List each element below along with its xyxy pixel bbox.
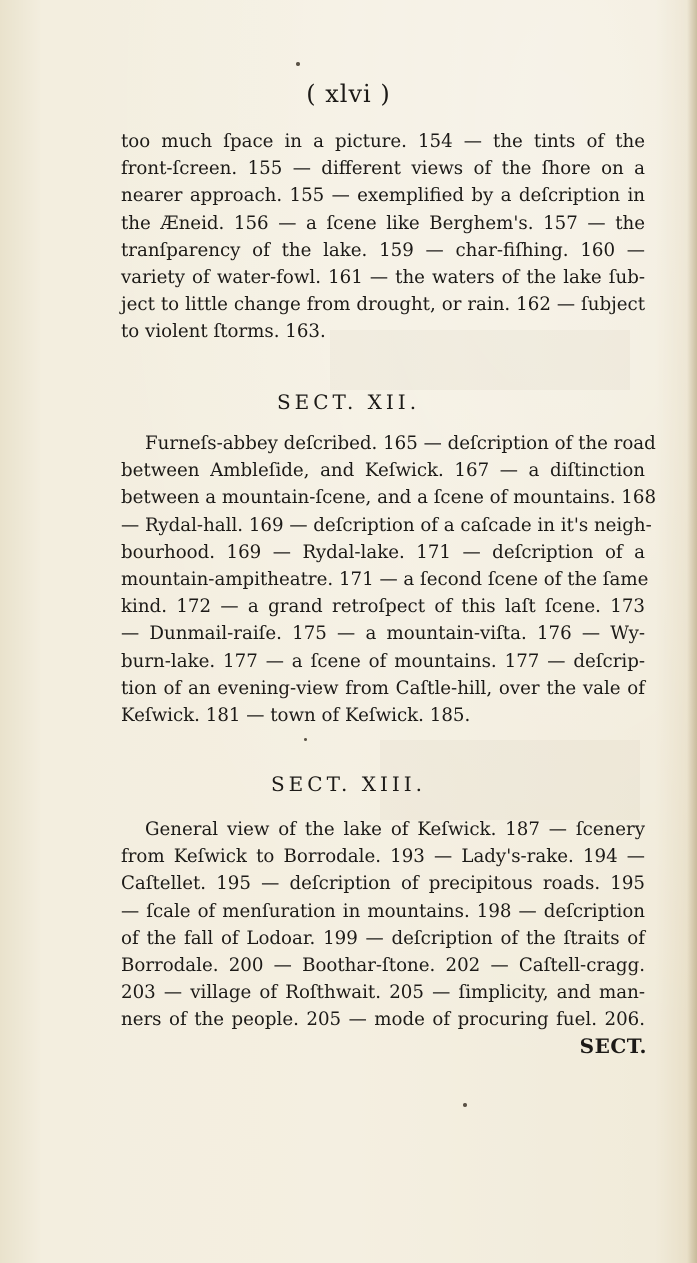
text-line: tranſparency of the lake. 159 — char-fiſhing. 160 — xyxy=(121,239,645,261)
text-line: 203 — village of Roſthwait. 205 — ſimplicity, and man- xyxy=(121,982,645,1004)
text-line: tion of an evening-view from Caſtle-hill, over the vale of xyxy=(121,677,645,699)
text-line: mountain-ampitheatre. 171 — a ſecond ſcene of the ſame xyxy=(121,569,649,591)
page-edge-shadow xyxy=(687,0,697,1263)
text-line: General view of the lake of Keſwick. 187 — ſcenery xyxy=(145,819,645,840)
section-heading-xii: SECT. XII. xyxy=(276,390,421,414)
text-line: — ſcale of menſuration in mountains. 198 — deſcription xyxy=(121,900,645,922)
ink-speck xyxy=(296,62,300,66)
section-heading-xiii: SECT. XIII. xyxy=(270,772,426,796)
ink-speck xyxy=(304,738,307,741)
text-line: between a mountain-ſcene, and a ſcene of mountains. 168 xyxy=(121,487,657,509)
text-line: Borrodale. 200 — Boothar-ſtone. 202 — Caſtell-cragg. xyxy=(121,955,645,977)
text-line: between Ambleſide, and Keſwick. 167 — a diſtinction xyxy=(121,460,645,482)
paragraph-section-xiii xyxy=(121,816,645,1034)
text-line: — Dunmail-raiſe. 175 — a mountain-viſta. 176 — Wy- xyxy=(121,623,645,645)
text-line: burn-lake. 177 — a ſcene of mountains. 177 — deſcrip- xyxy=(121,650,645,672)
text-line: variety of water-fowl. 161 — the waters of the lake ſub- xyxy=(121,267,645,289)
text-line: Furneſs-abbey deſcribed. 165 — deſcription of the road xyxy=(145,433,656,454)
text-line: — Rydal-hall. 169 — deſcription of a caſcade in it's neigh- xyxy=(121,514,652,536)
paragraph-section-xii xyxy=(121,430,657,729)
text-line: Caſtellet. 195 — deſcription of precipitous roads. 195 xyxy=(121,873,645,895)
text-line: of the fall of Lodoar. 199 — deſcription of the ſtraits of xyxy=(121,927,645,949)
catchword: SECT. xyxy=(579,1034,647,1058)
text-line: too much ſpace in a picture. 154 — the tints of the xyxy=(121,131,645,152)
text-line: bourhood. 169 — Rydal-lake. 171 — deſcription of a xyxy=(121,541,645,563)
paragraph-contents-continued xyxy=(121,128,645,346)
ink-speck xyxy=(463,1103,467,1107)
text-line: from Keſwick to Borrodale. 193 — Lady's-rake. 194 — xyxy=(121,846,645,868)
page-number-folio: ( xlvi ) xyxy=(306,80,391,108)
text-line: kind. 172 — a grand retroſpect of this laſt ſcene. 173 xyxy=(121,596,645,618)
text-line: ject to little change from drought, or rain. 162 — ſubject xyxy=(121,294,645,316)
text-line: nearer approach. 155 — exemplified by a deſcription in xyxy=(121,185,645,207)
text-line: the Æneid. 156 — a ſcene like Berghem's. 157 — the xyxy=(121,212,645,234)
text-line: ners of the people. 205 — mode of procuring fuel. 206. xyxy=(121,1009,645,1031)
text-line: Keſwick. 181 — town of Keſwick. 185. xyxy=(121,705,471,727)
text-line: to violent ſtorms. 163. xyxy=(121,321,326,343)
text-line: front-ſcreen. 155 — different views of the ſhore on a xyxy=(121,158,645,180)
